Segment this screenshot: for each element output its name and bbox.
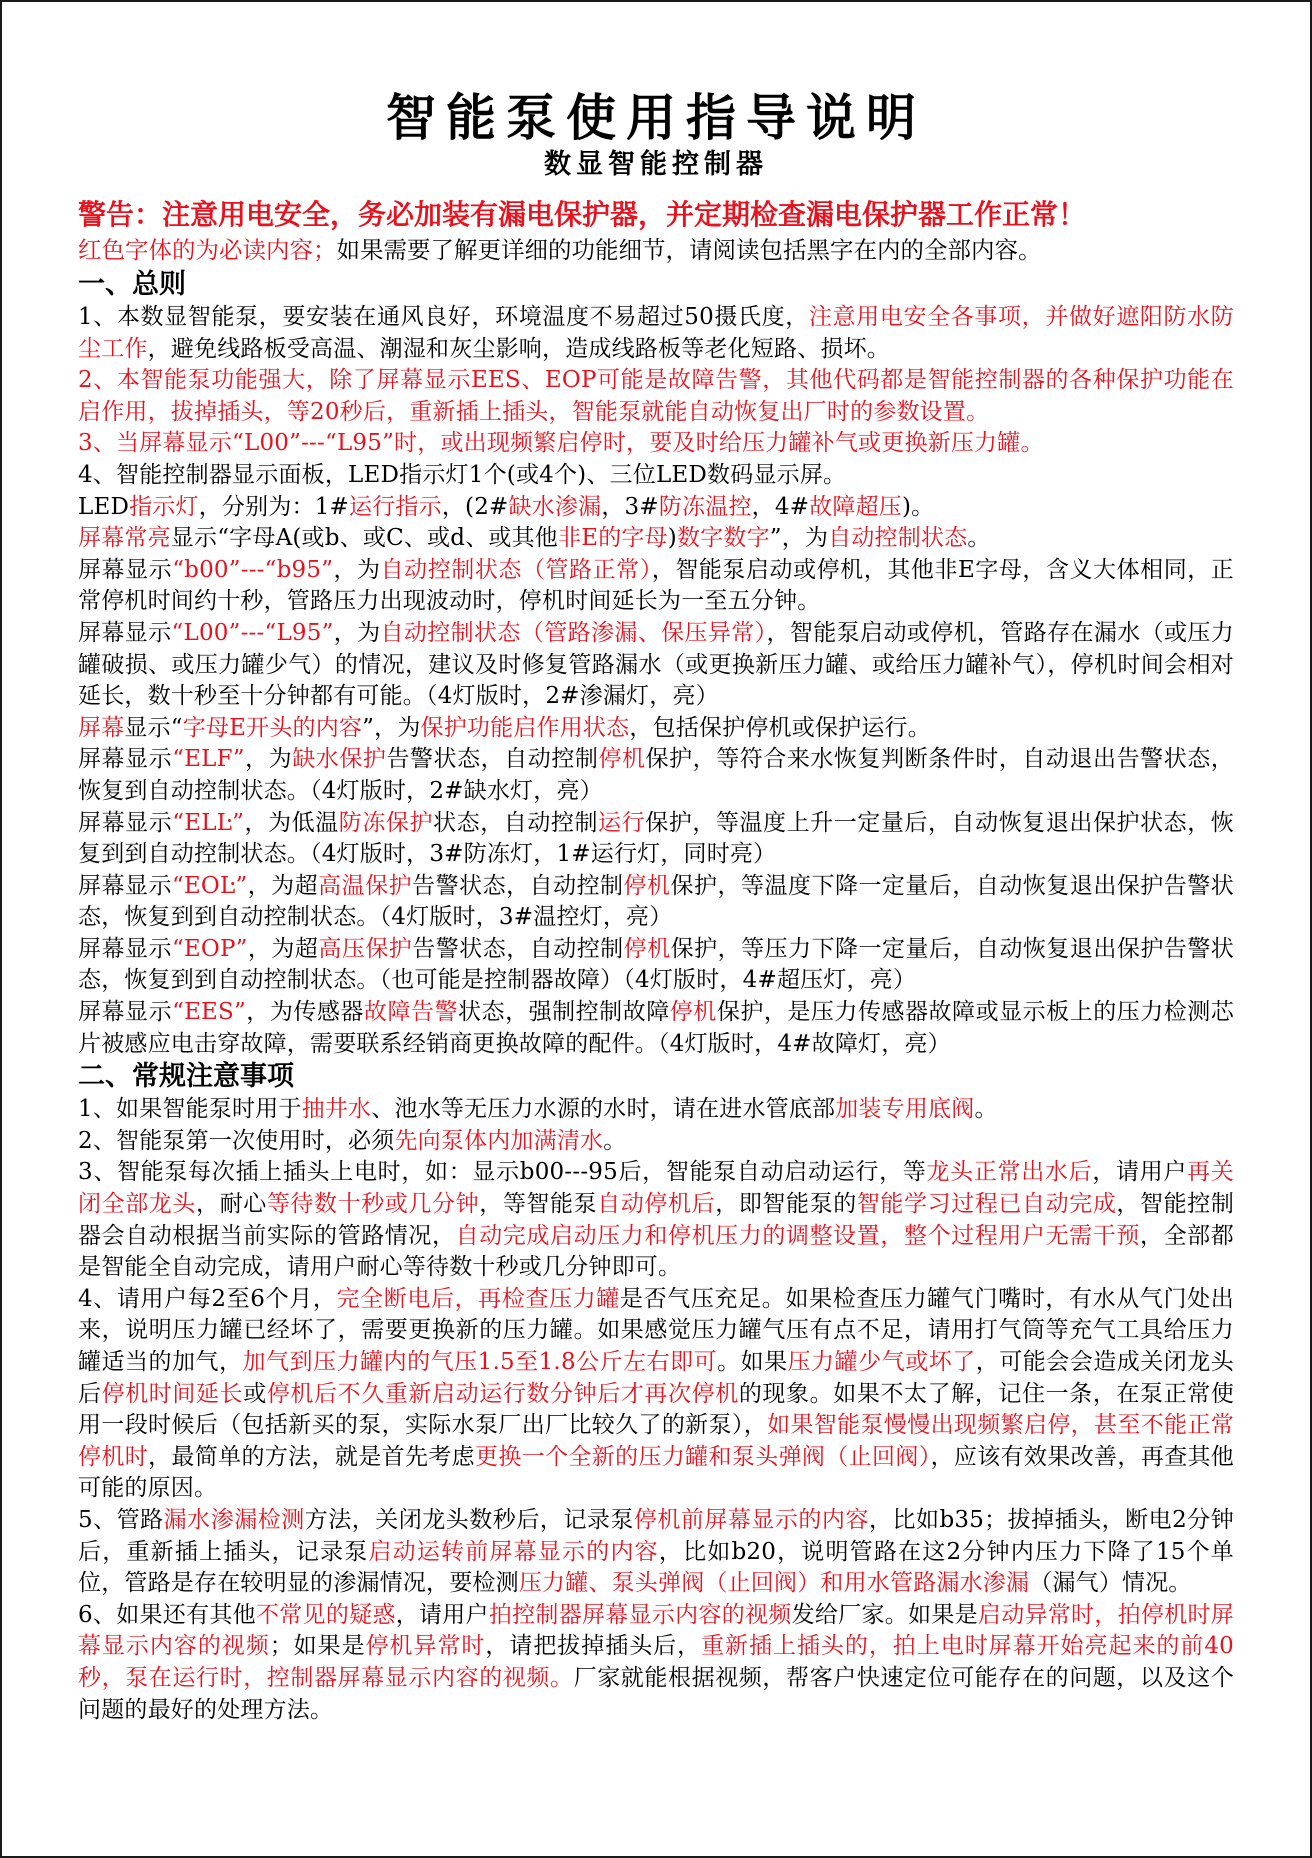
required-text: 红色字体的为必读内容； xyxy=(78,236,337,264)
body-text: 厂家就能根据视频，帮客户快速定位可能存在的问题，以及这个问题的最好的处理方法。 xyxy=(78,1664,1235,1723)
body-text: ，全部都是智能全自动完成，请用户耐心等待数十秒或几分钟即可。 xyxy=(78,1222,1234,1281)
required-text: 加气到压力罐内的气压1.5至1.8公斤左右即可 xyxy=(242,1349,718,1375)
body-text: ，请用户 xyxy=(395,1601,489,1628)
paragraph xyxy=(78,934,1234,997)
required-text: “b00”---“b95” xyxy=(172,556,334,583)
body-text: 保护，等符合来水恢复判断条件时，自动退出告警状态，恢复到自动控制状态。（4灯版时，2#缺水灯，亮） xyxy=(78,746,1235,804)
required-text: 自动控制状态（管路渗漏、保压异常） xyxy=(380,619,767,646)
body-text: 屏幕显示 xyxy=(78,746,173,773)
required-text: 字母E开头的内容 xyxy=(182,714,363,741)
body-text: ，包括保护停机或保护运行。 xyxy=(629,714,931,741)
paragraph xyxy=(78,523,1234,555)
paragraph xyxy=(78,744,1234,807)
body-text: 屏幕显示 xyxy=(78,619,172,646)
paragraph xyxy=(78,302,1234,365)
body-text: LED xyxy=(78,493,130,520)
body-text: 告警状态，自动控制 xyxy=(412,872,624,899)
body-text: 状态，自动控制 xyxy=(433,809,599,836)
body-text: ，4# xyxy=(751,493,810,520)
body-text: 4、智能控制器显示面板，LED指示灯1个(或4个)、三位LED数码显示屏。 xyxy=(78,461,847,488)
required-text: 停机异常时 xyxy=(365,1633,486,1660)
required-text: 自动停机后 xyxy=(597,1191,716,1218)
body-text: 屏幕显示 xyxy=(78,556,173,583)
required-text: 先向泵体内加满清水 xyxy=(394,1127,604,1154)
body-text: ，(2# xyxy=(441,493,509,520)
body-text: （漏气）情况。 xyxy=(1029,1570,1192,1597)
body-text: 、池水等无压力水源的水时，请在进水管底部 xyxy=(371,1096,836,1123)
body-text: 5、管路 xyxy=(78,1506,164,1533)
required-text: 自动完成启动压力和停机压力的调整设置，整个过程用户无需干预 xyxy=(455,1222,1140,1249)
required-text: 缺水渗漏 xyxy=(508,493,602,520)
paragraph xyxy=(78,1157,1234,1283)
paragraph xyxy=(78,1284,1234,1505)
body-text: 6、如果还有其他 xyxy=(78,1601,256,1628)
required-text: 停机后不久重新启动运行数分钟后才再次停机 xyxy=(266,1380,739,1407)
body-text: 保护，是压力传感器故障或显示板上的压力检测芯片被感应电击穿故障，需要联系经销商更换故障的配件。（4灯版时，4#故障灯，亮） xyxy=(78,999,1235,1057)
body-text: 1、如果智能泵时用于 xyxy=(78,1096,302,1123)
body-text: ”，为 xyxy=(362,714,421,741)
paragraph xyxy=(78,1505,1234,1600)
body-text: 2、智能泵第一次使用时，必须 xyxy=(78,1127,395,1154)
required-text: “ELĿ” xyxy=(172,809,245,836)
required-text: 注意用电安全各事项，并做好遮阳防水防尘工作 xyxy=(78,304,1234,362)
required-text: 停机时间延长 xyxy=(101,1380,244,1407)
body-text: 保护，等压力下降一定量后，自动恢复退出保护告警状态，恢复到到自动控制状态。（也可能是控制器故障）（4灯版时，4#超压灯，亮） xyxy=(78,935,1235,994)
body-text: 。 xyxy=(967,525,991,552)
body-text: 保护，等温度下降一定量后，自动恢复退出保护告警状态，恢复到到自动控制状态。（4灯版时，3#温控灯，亮） xyxy=(78,872,1234,931)
paragraph xyxy=(78,555,1234,618)
body-text: ，请用户 xyxy=(1092,1159,1188,1186)
body-text: 告警状态，自动控制 xyxy=(386,746,599,773)
required-text: 数字数字 xyxy=(676,525,770,552)
body-text: ，耐心 xyxy=(196,1191,267,1218)
body-text: ，请把拔掉插头后， xyxy=(485,1633,702,1660)
body-text: ，即智能泵的 xyxy=(715,1191,857,1218)
body-text: ，比如b20，说明管路在这2分钟内压力下降了15个单位，管路是存在较明显的渗漏情况，要检测 xyxy=(78,1538,1235,1597)
paragraph xyxy=(78,713,1234,745)
section-heading: 二、常规注意事项 xyxy=(78,1061,294,1093)
required-text: 龙头正常出水后 xyxy=(926,1159,1093,1186)
paragraph xyxy=(78,618,1234,713)
body-text: ”，为 xyxy=(769,525,829,552)
body-text: ，为传感器 xyxy=(245,999,364,1026)
required-text: 屏幕常亮 xyxy=(78,525,171,552)
body-text: 显示“ xyxy=(124,714,183,741)
required-text: 故障告警 xyxy=(363,999,459,1026)
required-text: 拍控制器屏幕显示内容的视频 xyxy=(488,1601,792,1628)
paragraph xyxy=(78,428,1234,460)
body-text: ，分别为：1# xyxy=(198,493,350,520)
required-text: 保护功能启作用状态 xyxy=(420,714,630,741)
body-text: 显示“字母A(或b、或C、或d、或其他 xyxy=(170,525,558,552)
body-text: ，为 xyxy=(244,746,293,773)
required-text: 完全断电后，再检查压力罐 xyxy=(336,1285,621,1312)
body-text: 3、智能泵每次插上插头上电时，如：显示b00---95后，智能泵自动启动运行，等 xyxy=(78,1159,927,1186)
body-text: ，可能会会造成关闭龙头后 xyxy=(78,1349,1234,1407)
body-text: ) xyxy=(667,525,677,552)
body-text: 1、本数显智能泵，要安装在通风良好，环境温度不易超过50摄氏度， xyxy=(78,304,809,330)
safety-warning: 警告：注意用电安全，务必加装有漏电保护器，并定期检查漏电保护器工作正常！ xyxy=(78,198,1087,231)
required-text: 运行 xyxy=(598,809,646,836)
required-text: “ELF” xyxy=(172,746,245,773)
required-text: 停机 xyxy=(669,999,717,1026)
body-text: ，智能控制器会自动根据当前实际的管路情况， xyxy=(78,1191,1235,1249)
required-text: 再关闭全部龙头 xyxy=(78,1159,1234,1218)
body-text: ，智能泵启动或停机，其他非E字母，含义大体相同，正常停机时间约十秒，管路压力出现波动时，停机时间延长为一至五分钟。 xyxy=(78,556,1235,615)
required-text: 非E的字母 xyxy=(558,525,668,552)
required-text: 停机 xyxy=(623,935,671,962)
required-text: 漏水渗漏检测 xyxy=(163,1506,305,1533)
body-text: 方法，关闭龙头数秒后，记录泵 xyxy=(304,1506,634,1533)
paragraph xyxy=(78,492,1234,524)
body-text: ，等智能泵 xyxy=(479,1191,598,1218)
document-subtitle: 数显智能控制器 xyxy=(544,149,768,180)
required-text: 2、本智能泵功能强大，除了屏幕显示EES、EOP可能是故障告警，其他代码都是智能控制器的各种保护功能在启作用，拔掉插头，等20秒后，重新插上插头，智能泵就能自动恢复出厂时的参数设置。 xyxy=(78,367,1234,425)
body-text: ，避免线路板受高温、潮湿和灰尘影响，造成线路板等老化短路、损坏。 xyxy=(147,335,891,362)
body-text: ，为 xyxy=(333,619,381,646)
body-text: 。如果 xyxy=(717,1349,788,1375)
body-text: 的现象。如果不太了解，记住一条，在泵正常使用一段时候后（包括新买的泵，实际水泵厂出厂比较久了的新泵）， xyxy=(78,1380,1235,1439)
required-text: 压力罐少气或坏了 xyxy=(787,1349,976,1375)
required-text: 压力罐、泵头弹阀（止回阀）和用水管路漏水渗漏 xyxy=(518,1570,1030,1597)
body-text: 屏幕显示 xyxy=(78,935,172,962)
required-text: 自动控制状态（管路正常） xyxy=(380,556,652,583)
body-text: 保护，等温度上升一定量后，自动恢复退出保护状态，恢复到到自动控制状态。（4灯版时，3#防冻灯，1#运行灯，同时亮） xyxy=(78,809,1234,868)
body-text: ；如果是 xyxy=(269,1633,366,1660)
required-text: 3、当屏幕显示“L00”---“L95”时，或出现频繁启停时，要及时给压力罐补气或更换新压力罐。 xyxy=(78,430,1044,457)
required-text: “EOĿ” xyxy=(171,872,248,899)
required-text: “EES” xyxy=(172,999,246,1026)
body-text: 告警状态，自动控制 xyxy=(412,935,624,962)
body-text: ，为超 xyxy=(247,872,319,899)
body-text: ，最简单的方法，就是首先考虑 xyxy=(148,1443,475,1470)
body-text: 。 xyxy=(974,1096,998,1123)
required-text: 运行指示 xyxy=(349,493,442,520)
required-text: “L00”---“L95” xyxy=(171,619,334,646)
paragraph xyxy=(78,808,1234,871)
body-text: 。 xyxy=(603,1127,627,1154)
required-text: 高压保护 xyxy=(318,935,413,962)
paragraph xyxy=(78,460,1234,492)
required-text: 防冻保护 xyxy=(338,809,434,836)
body-text: ，为超 xyxy=(247,935,319,962)
paragraph xyxy=(78,1600,1234,1726)
document-title: 智能泵使用指导说明 xyxy=(386,89,926,147)
required-text: 如果智能泵慢慢出现频繁启停，甚至不能正常停机时 xyxy=(78,1412,1235,1470)
required-text: 停机 xyxy=(623,872,671,899)
required-text: 故障超压 xyxy=(809,493,902,520)
body-text: ，应该有效果改善，再查其他可能的原因。 xyxy=(78,1443,1234,1502)
paragraph xyxy=(78,997,1234,1060)
required-text: 缺水保护 xyxy=(292,746,387,773)
required-text: 智能学习过程已自动完成 xyxy=(856,1191,1117,1218)
required-text: 防冻温控 xyxy=(658,493,752,520)
body-text: ，比如b35；拔掉插头，断电2分钟后，重新插上插头，记录泵 xyxy=(78,1506,1234,1565)
body-text: 屏幕显示 xyxy=(78,872,172,899)
body-text: 4、请用户每2至6个月， xyxy=(78,1285,337,1312)
section-heading: 一、总则 xyxy=(78,269,186,300)
required-text: 停机前屏幕显示的内容 xyxy=(633,1506,869,1533)
reading-note xyxy=(78,234,1234,266)
body-text: ，智能泵启动或停机，管路存在漏水（或压力罐破损、或压力罐少气）的情况，建议及时修复管路漏水（或更换新压力罐、或给压力罐补气），停机时间会相对延长，数十秒至十分钟都有可能。（4灯版时，2#渗漏灯，亮） xyxy=(78,619,1234,710)
required-text: 启动运转前屏幕显示的内容 xyxy=(368,1538,659,1565)
paragraph xyxy=(78,1126,1234,1158)
required-text: 指示灯 xyxy=(129,493,199,520)
body-text: ，为 xyxy=(333,556,381,583)
paragraph xyxy=(78,1094,1234,1126)
required-text: 更换一个全新的压力罐和泵头弹阀（止回阀） xyxy=(475,1443,931,1470)
required-text: 屏幕 xyxy=(78,714,125,741)
body-text: ，为低温 xyxy=(244,809,339,836)
required-text: 自动控制状态 xyxy=(828,525,968,552)
body-text: 如果需要了解更详细的功能细节，请阅读包括黑字在内的全部内容。 xyxy=(336,236,1042,264)
body-text: 或 xyxy=(243,1380,267,1407)
required-text: 高温保护 xyxy=(318,872,413,899)
required-text: 等待数十秒或几分钟 xyxy=(266,1191,480,1218)
body-text: 是否气压充足。如果检查压力罐气门嘴时，有水从气门处出来，说明压力罐已经坏了，需要更换新的压力罐。如果感觉压力罐气压有点不足，请用打气筒等充气工具给压力罐适当的加气， xyxy=(78,1285,1234,1375)
required-text: 停机 xyxy=(598,746,646,773)
required-text: 不常见的疑惑 xyxy=(255,1601,396,1628)
body-text: 发给厂家。如果是 xyxy=(791,1601,978,1628)
document-body xyxy=(78,268,1234,1726)
body-text: ，3# xyxy=(601,493,659,520)
required-text: 抽井水 xyxy=(301,1096,372,1123)
paragraph xyxy=(78,871,1234,934)
required-text: 启动异常时，拍停机时屏幕显示内容的视频 xyxy=(78,1601,1234,1660)
body-text: )。 xyxy=(902,493,935,520)
required-text: 加装专用底阀 xyxy=(835,1096,975,1123)
required-text: “EOP” xyxy=(171,935,248,962)
body-text: 屏幕显示 xyxy=(78,809,173,836)
body-text: 状态，强制控制故障 xyxy=(458,999,670,1026)
required-text: 重新插上插头的，拍上电时屏幕开始亮起来的前40秒，泵在运行时，控制器屏幕显示内容的视频。 xyxy=(78,1633,1234,1691)
paragraph xyxy=(78,365,1234,428)
body-text: 屏幕显示 xyxy=(78,999,173,1026)
